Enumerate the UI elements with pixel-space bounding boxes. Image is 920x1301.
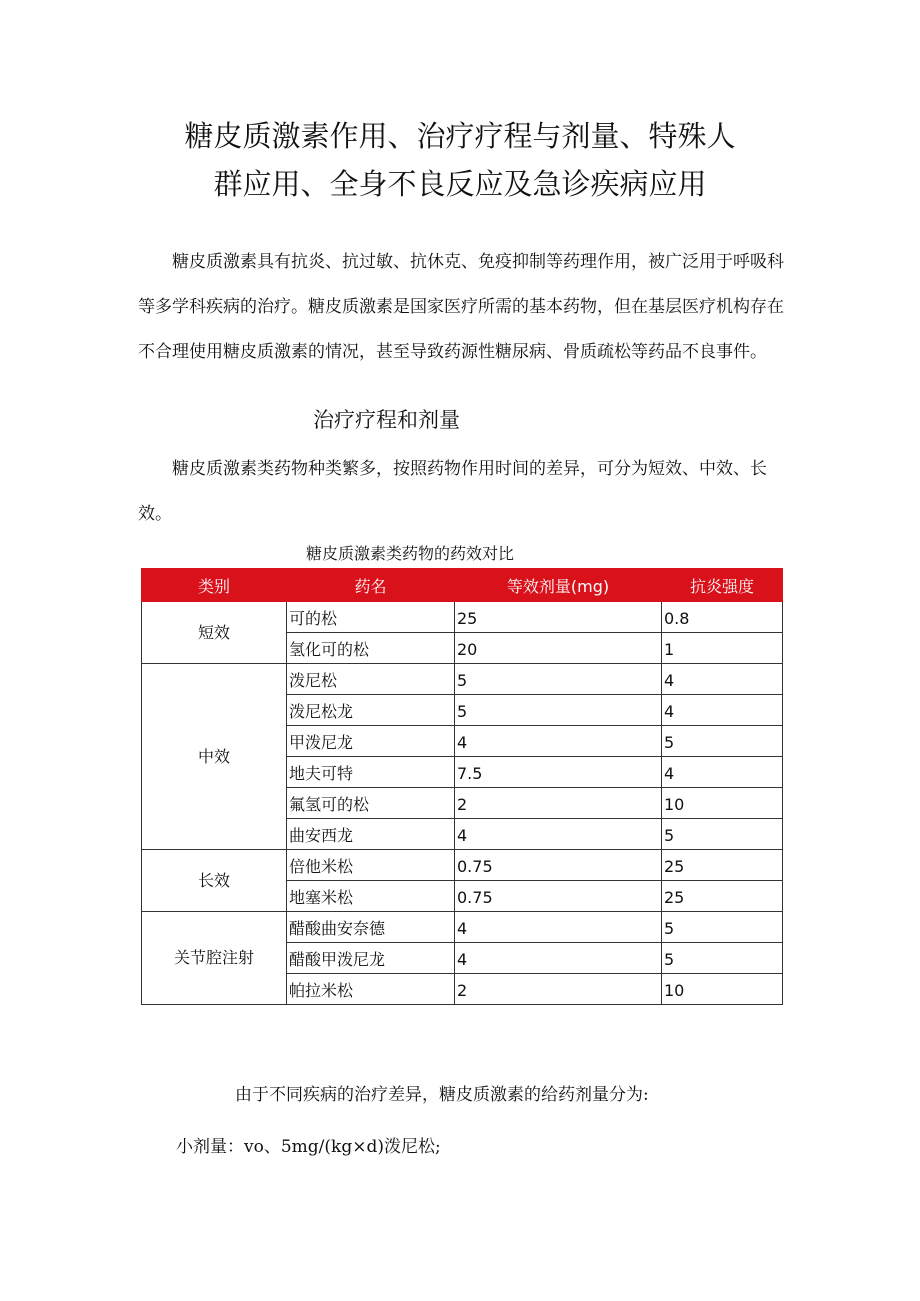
strength-cell: 5: [662, 726, 783, 757]
strength-cell: 5: [662, 943, 783, 974]
dose-cell: 2: [455, 788, 662, 819]
dose-cell: 0.75: [455, 881, 662, 912]
strength-cell: 4: [662, 695, 783, 726]
document-title: [130, 112, 790, 208]
dosage-item-small: 小剂量：vo、5mg/(kg×d)泼尼松;: [176, 1137, 441, 1157]
drug-cell: 地夫可特: [287, 757, 455, 788]
dose-cell: 7.5: [455, 757, 662, 788]
drug-cell: 泼尼松: [287, 664, 455, 695]
strength-cell: 10: [662, 974, 783, 1005]
category-cell: 短效: [142, 602, 287, 664]
table-row: [142, 850, 783, 881]
strength-cell: 0.8: [662, 602, 783, 633]
drug-cell: 醋酸甲泼尼龙: [287, 943, 455, 974]
dose-cell: 20: [455, 633, 662, 664]
drug-cell: 可的松: [287, 602, 455, 633]
drug-cell: 醋酸曲安奈德: [287, 912, 455, 943]
dose-cell: 2: [455, 974, 662, 1005]
header-category: 类别: [142, 569, 287, 602]
title-line-2: 群应用、全身不良反应及急诊疾病应用: [213, 167, 707, 201]
efficacy-table: [141, 568, 783, 1005]
strength-cell: 4: [662, 664, 783, 695]
strength-cell: 5: [662, 819, 783, 850]
dose-cell: 5: [455, 695, 662, 726]
category-cell: 关节腔注射: [142, 912, 287, 1005]
table-row: [142, 664, 783, 695]
dose-cell: 4: [455, 943, 662, 974]
dose-cell: 25: [455, 602, 662, 633]
table-body: [142, 602, 783, 1005]
table-row: [142, 912, 783, 943]
section-heading: 治疗疗程和剂量: [313, 408, 460, 432]
category-cell: 中效: [142, 664, 287, 850]
intro-paragraph: 糖皮质激素具有抗炎、抗过敏、抗休克、免疫抑制等药理作用，被广泛用于呼吸科等多学科疾病的治疗。糖皮质激素是国家医疗所需的基本药物，但在基层医疗机构存在不合理使用糖皮质激素的情况，甚至导致药源性糖尿病、骨质疏松等药品不良事件。: [138, 252, 784, 362]
dosage-intro: 由于不同疾病的治疗差异，糖皮质激素的给药剂量分为:: [235, 1085, 649, 1105]
dose-cell: 4: [455, 819, 662, 850]
category-cell: 长效: [142, 850, 287, 912]
strength-cell: 4: [662, 757, 783, 788]
strength-cell: 25: [662, 881, 783, 912]
drug-cell: 曲安西龙: [287, 819, 455, 850]
dose-cell: 5: [455, 664, 662, 695]
dose-cell: 4: [455, 912, 662, 943]
strength-cell: 10: [662, 788, 783, 819]
drug-cell: 帕拉米松: [287, 974, 455, 1005]
drug-cell: 倍他米松: [287, 850, 455, 881]
header-drug: 药名: [287, 569, 455, 602]
table-header-row: [142, 569, 783, 602]
header-strength: 抗炎强度: [662, 569, 783, 602]
dose-cell: 4: [455, 726, 662, 757]
drug-cell: 甲泼尼龙: [287, 726, 455, 757]
header-dose: 等效剂量(mg): [455, 569, 662, 602]
table-caption: 糖皮质激素类药物的药效对比: [306, 544, 515, 563]
drug-cell: 地塞米松: [287, 881, 455, 912]
table-row: [142, 602, 783, 633]
strength-cell: 1: [662, 633, 783, 664]
dose-cell: 0.75: [455, 850, 662, 881]
section-paragraph: 糖皮质激素类药物种类繁多，按照药物作用时间的差异，可分为短效、中效、长效。: [138, 459, 767, 524]
strength-cell: 5: [662, 912, 783, 943]
drug-cell: 氢化可的松: [287, 633, 455, 664]
drug-cell: 泼尼松龙: [287, 695, 455, 726]
drug-cell: 氟氢可的松: [287, 788, 455, 819]
title-line-1: 糖皮质激素作用、治疗疗程与剂量、特殊人: [184, 119, 736, 153]
strength-cell: 25: [662, 850, 783, 881]
